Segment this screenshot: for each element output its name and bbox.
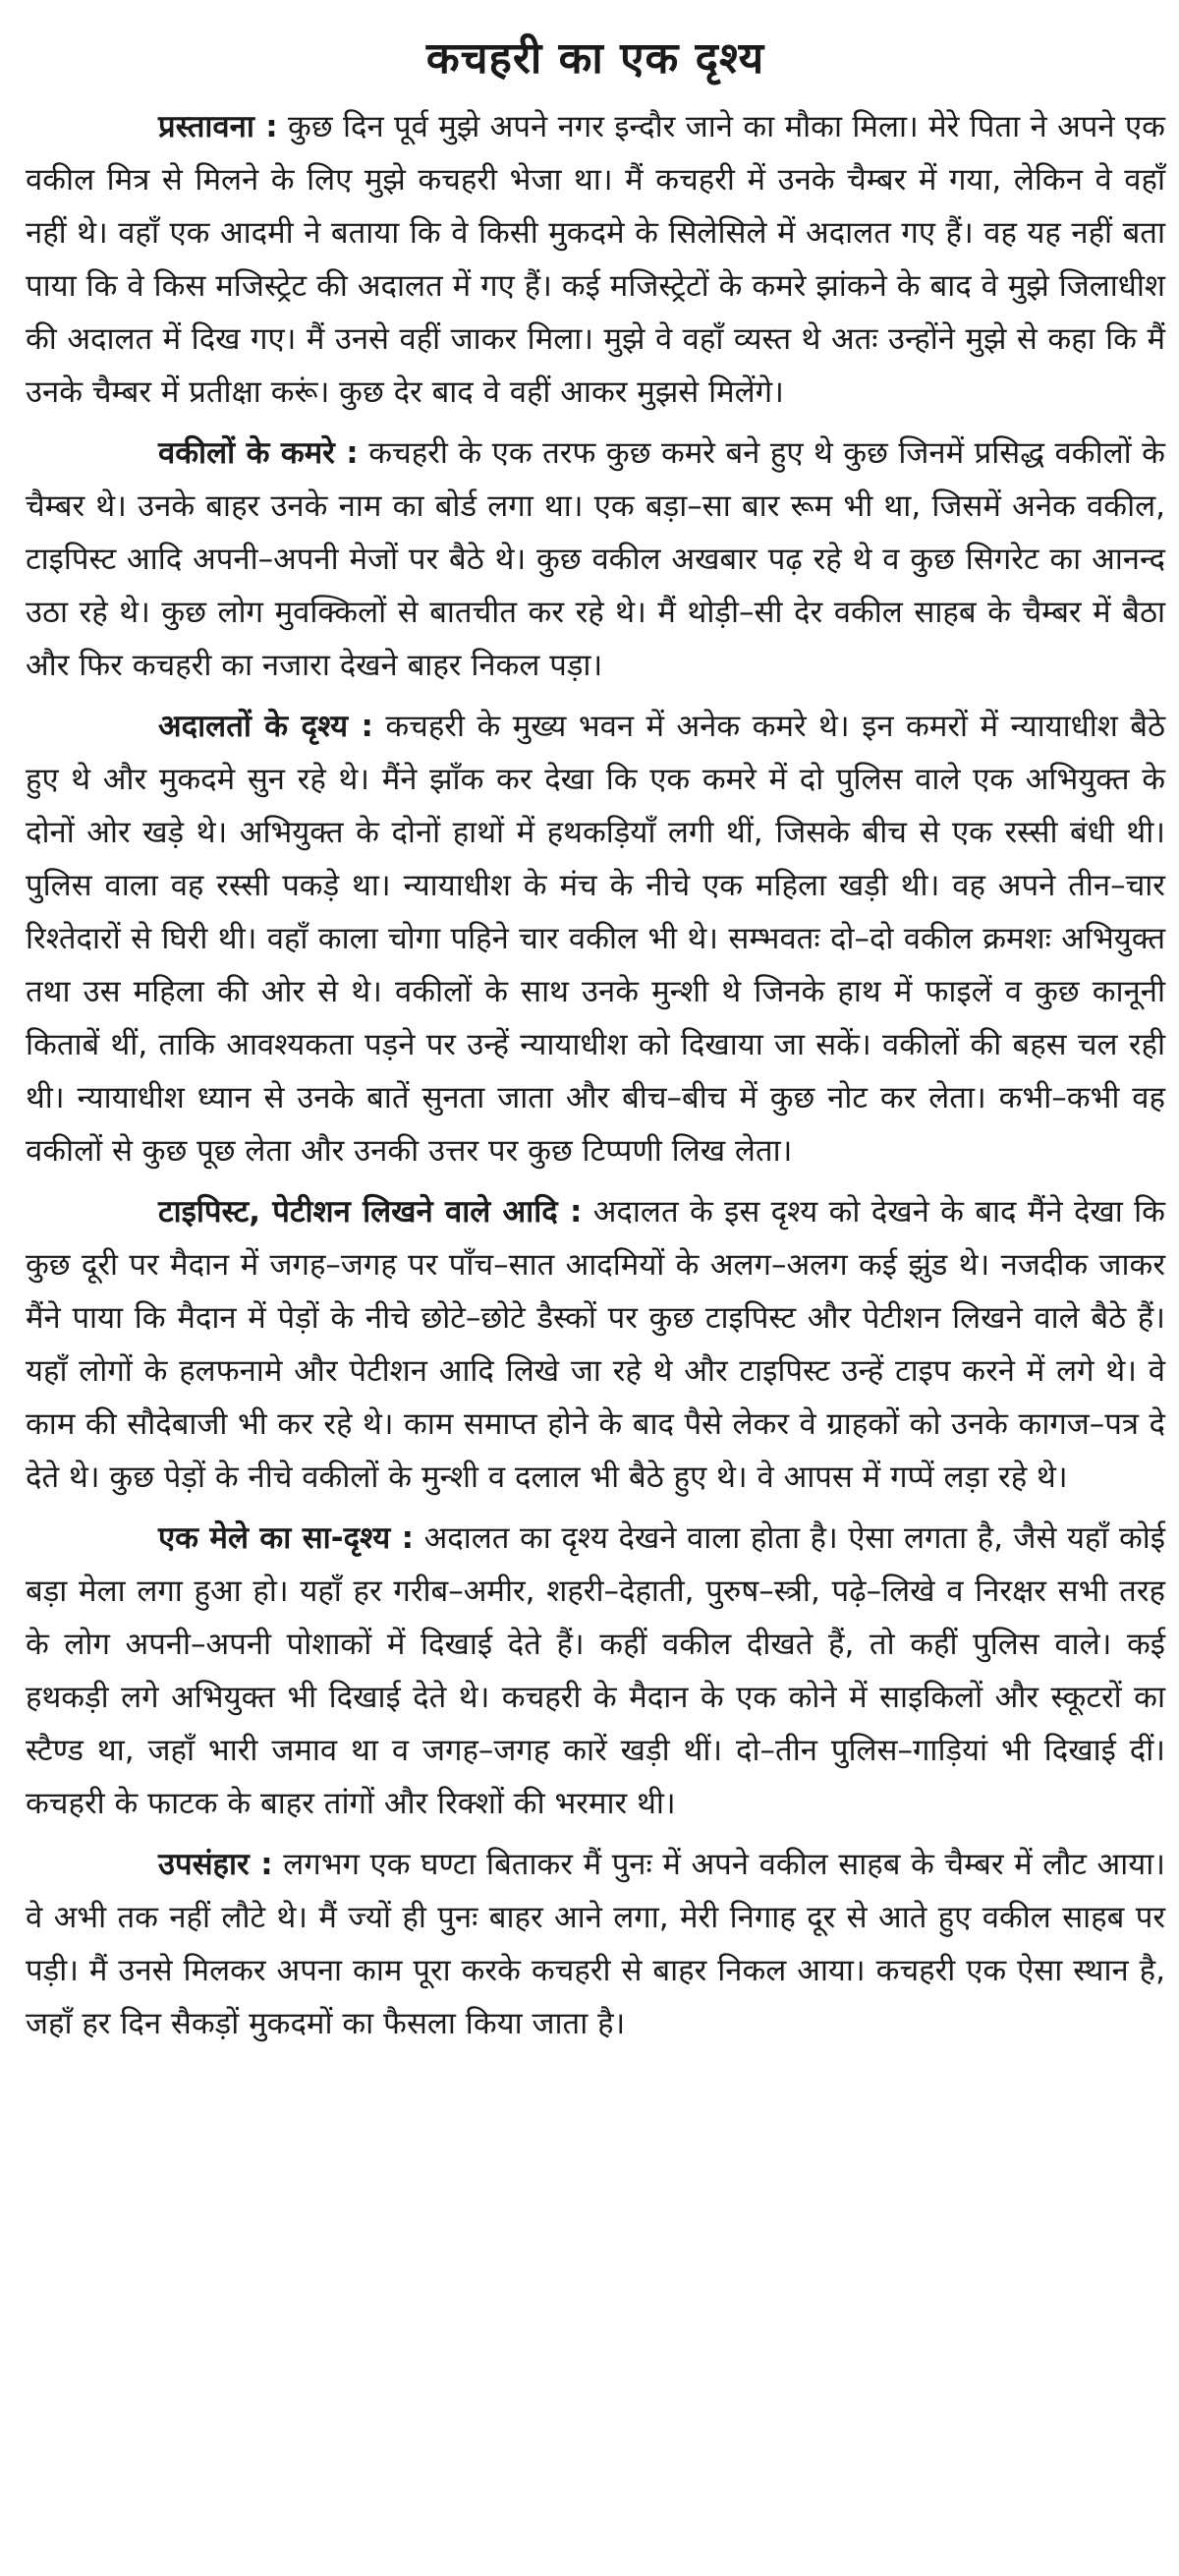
paragraph-text: लगभग एक घण्टा बिताकर मैं पुनः में अपने वकील साहब के चैम्बर में लौट आया। वे अभी तक नहीं लौटे थे। मैं ज्यों ही पुनः बाहर आने लगा, मेरी निगाह दूर से आते हुए वकील साहब पर पड़ी। मैं उनसे मिलकर अपना काम पूरा करके कचहरी से बाहर निकल आया। कचहरी एक ऐसा स्थान है, जहाँ हर दिन सैकड़ों मुकदमों का फैसला किया जाता है। (26, 1847, 1165, 2041)
paragraph-court-scenes (26, 700, 1165, 1177)
paragraph-lawyers-rooms (26, 427, 1165, 692)
paragraph-heading: अदालतों के दृश्य : (158, 709, 373, 744)
paragraph-text: कचहरी के मुख्य भवन में अनेक कमरे थे। इन कमरों में न्यायाधीश बैठे हुए थे और मुकदमे सुन रहे थे। मैंने झाँक कर देखा कि एक कमरे में दो पुलिस वाले एक अभियुक्त के दोनों ओर खड़े थे। अभियुक्त के दोनों हाथों में हथकड़ियाँ लगी थीं, जिसके बीच से एक रस्सी बंधी थी। पुलिस वाला वह रस्सी पकड़े था। न्यायाधीश के मंच के नीचे एक महिला खड़ी थी। वह अपने तीन–चार रिश्तेदारों से घिरी थी। वहाँ काला चोगा पहिने चार वकील भी थे। सम्भवतः दो–दो वकील क्रमशः अभियुक्त तथा उस महिला की ओर से थे। वकीलों के साथ उनके मुन्शी थे जिनके हाथ में फाइलें व कुछ कानूनी किताबें थीं, ताकि आवश्यकता पड़ने पर उन्हें न्यायाधीश को दिखाया जा सकें। वकीलों की बहस चल रही थी। न्यायाधीश ध्यान से उनके बातें सुनता जाता और बीच–बीच में कुछ नोट कर लेता। कभी–कभी वह वकीलों से कुछ पूछ लेता और उनकी उत्तर पर कुछ टिप्पणी लिख लेता। (26, 709, 1166, 1169)
paragraph-heading: प्रस्तावना : (158, 109, 278, 144)
essay-title: कचहरी का एक दृश्य (425, 33, 765, 84)
paragraph-typists (26, 1185, 1165, 1504)
paragraph-introduction (26, 100, 1165, 419)
paragraph-heading: एक मेले का सा-दृश्य : (158, 1520, 415, 1556)
paragraph-text: कुछ दिन पूर्व मुझे अपने नगर इन्दौर जाने का मौका मिला। मेरे पिता ने अपने एक वकील मित्र से मिलने के लिए मुझे कचहरी भेजा था। मैं कचहरी में उनके चैम्बर में गया, लेकिन वे वहाँ नहीं थे। वहाँ एक आदमी ने बताया कि वे किसी मुकदमे के सिलेसिले में अदालत गए हैं। वह यह नहीं बता पाया कि वे किस मजिस्ट्रेट की अदालत में गए हैं। कई मजिस्ट्रेटों के कमरे झांकने के बाद वे मुझे जिलाधीश की अदालत में दिख गए। मैं उनसे वहीं जाकर मिला। मुझे वे वहाँ व्यस्त थे अतः उन्होंने मुझे से कहा कि मैं उनके चैम्बर में प्रतीक्षा करूं। कुछ देर बाद वे वहीं आकर मुझसे मिलेंगे। (26, 109, 1165, 410)
paragraph-conclusion (26, 1838, 1165, 2050)
paragraph-heading: वकीलों के कमरे : (158, 435, 359, 471)
paragraph-heading: उपसंहार : (158, 1847, 273, 1882)
paragraph-heading: टाइपिस्ट, पेटीशन लिखने वाले आदि : (158, 1194, 583, 1230)
paragraph-text: अदालत के इस दृश्य को देखने के बाद मैंने देखा कि कुछ दूरी पर मैदान में जगह–जगह पर पाँच–सात आदमियों के अलग–अलग कई झुंड थे। नजदीक जाकर मैंने पाया कि मैदान में पेड़ों के नीचे छोटे–छोटे डैस्कों पर कुछ टाइपिस्ट और पेटीशन लिखने वाले बैठे हैं। यहाँ लोगों के हलफनामे और पेटीशन आदि लिखे जा रहे थे और टाइपिस्ट उन्हें टाइप करने में लगे थे। वे काम की सौदेबाजी भी कर रहे थे। काम समाप्त होने के बाद पैसे लेकर वे ग्राहकों को उनके कागज–पत्र दे देते थे। कुछ पेड़ों के नीचे वकीलों के मुन्शी व दलाल भी बैठे हुए थे। वे आपस में गप्पें लड़ा रहे थे। (26, 1194, 1165, 1495)
paragraph-fair-scene (26, 1512, 1165, 1830)
paragraph-text: कचहरी के एक तरफ कुछ कमरे बने हुए थे कुछ जिनमें प्रसिद्ध वकीलों के चैम्बर थे। उनके बाहर उनके नाम का बोर्ड लगा था। एक बड़ा–सा बार रूम भी था, जिसमें अनेक वकील, टाइपिस्ट आदि अपनी–अपनी मेजों पर बैठे थे। कुछ वकील अखबार पढ़ रहे थे व कुछ सिगरेट का आनन्द उठा रहे थे। कुछ लोग मुवक्किलों से बातचीत कर रहे थे। मैं थोड़ी–सी देर वकील साहब के चैम्बर में बैठा और फिर कचहरी का नजारा देखने बाहर निकल पड़ा। (26, 435, 1165, 683)
paragraph-text: अदालत का दृश्य देखने वाला होता है। ऐसा लगता है, जैसे यहाँ कोई बड़ा मेला लगा हुआ हो। यहाँ हर गरीब–अमीर, शहरी–देहाती, पुरुष–स्त्री, पढ़े–लिखे व निरक्षर सभी तरह के लोग अपनी–अपनी पोशाकों में दिखाई देते हैं। कहीं वकील दीखते हैं, तो कहीं पुलिस वाले। कई हथकड़ी लगे अभियुक्त भी दिखाई देते थे। कचहरी के मैदान के एक कोने में साइकिलों और स्कूटरों का स्टैण्ड था, जहाँ भारी जमाव था व जगह–जगह कारें खड़ी थीं। दो–तीन पुलिस–गाड़ियां भी दिखाई दीं। कचहरी के फाटक के बाहर तांगों और रिक्शों की भरमार थी। (26, 1520, 1165, 1821)
essay-page (26, 20, 1165, 2555)
